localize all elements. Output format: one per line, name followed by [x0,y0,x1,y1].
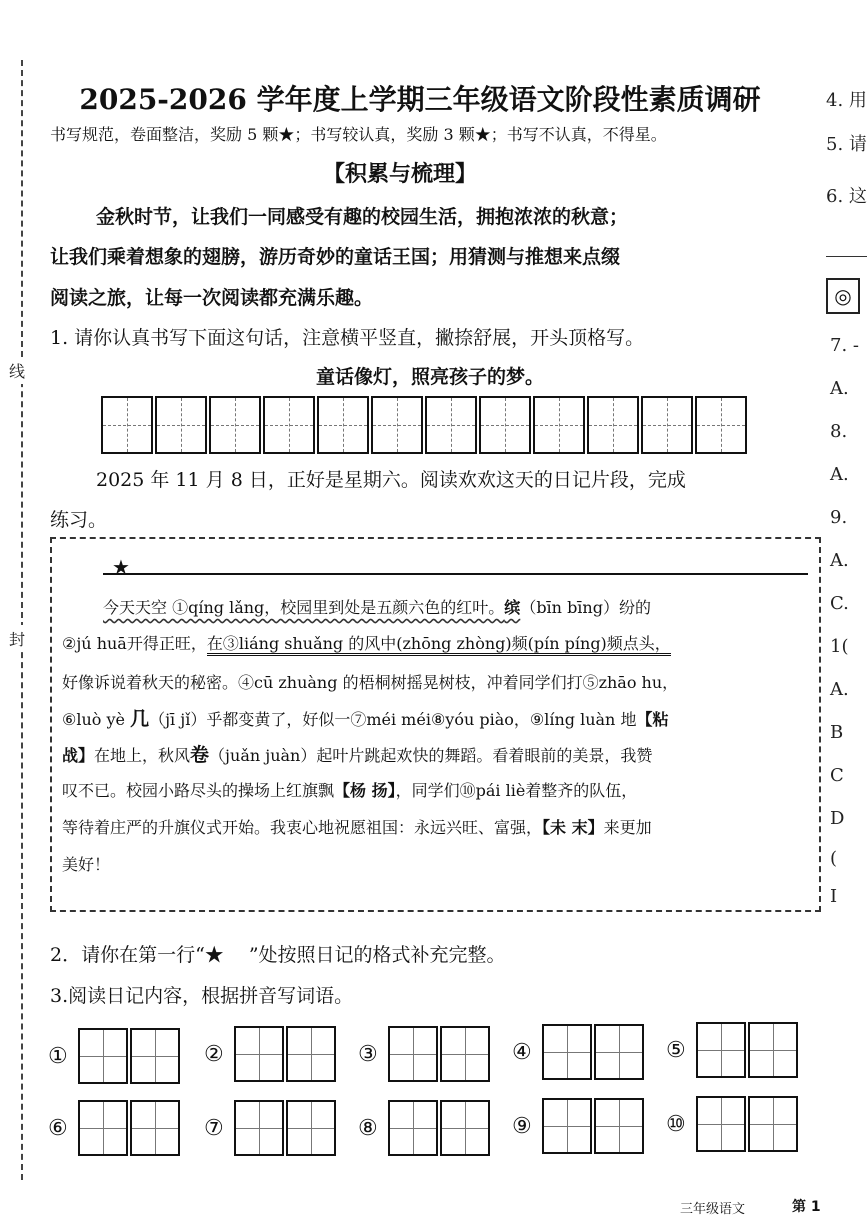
q1-sentence: 童话像灯，照亮孩子的梦。 [315,366,544,388]
answer-group-9 [512,1098,646,1154]
diary-line-1-tail: （bīn bīng）纷的 [520,598,651,617]
answer-label-2: ② [204,1041,224,1067]
answer-label-6: ⑥ [48,1115,68,1141]
answer-group-7 [204,1100,338,1156]
answer-box[interactable] [440,1100,490,1156]
writing-cell[interactable] [533,396,585,454]
writing-cell[interactable] [371,396,423,454]
diary-line-4-head: ⑥luò yè [62,710,131,729]
char-juan: 卷 [190,744,210,766]
answer-label-8: ⑧ [358,1115,378,1141]
answer-box[interactable] [234,1100,284,1156]
binding-char-feng: 封 [9,625,25,652]
answer-box[interactable] [696,1096,746,1152]
intro-line-3: 阅读之旅，让每一次阅读都充满乐趣。 [50,287,374,309]
diary-line-1 [103,600,855,616]
exam-title: 2025-2026 学年度上学期三年级语文阶段性素质调研 [79,83,761,116]
answer-box[interactable] [440,1026,490,1082]
diary-line-7-b: 来更加 [603,818,652,837]
diary-line-6-a: 叹不已。校园小路尽头的操场上红旗飘 [62,781,335,800]
intro-line-1: 金秋时节，让我们一同感受有趣的校园生活，拥抱浓浓的秋意； [96,206,629,228]
answer-box[interactable] [748,1096,798,1152]
footer-page: 第 1 [792,1199,821,1215]
bracket-wei: 【未 末】 [542,818,604,837]
diary-line-6-b: ，同学们⑩pái liè着整齐的队伍， [395,781,638,800]
answer-box[interactable] [286,1026,336,1082]
answer-group-6 [48,1100,182,1156]
writing-cell[interactable] [479,396,531,454]
diary-line-4-mid: （jī jǐ）乎都变黄了，好似一⑦méi méi⑧yóu piào，⑨líng luàn 地 [149,710,637,729]
writing-cell[interactable] [101,396,153,454]
diary-line-2-head: ②jú huā开得正旺， [62,634,207,653]
answer-label-3: ③ [358,1041,378,1067]
answer-label-7: ⑦ [204,1115,224,1141]
section-title: 【积累与梳理】 [322,161,477,187]
answer-box[interactable] [594,1024,644,1080]
answer-box[interactable] [130,1028,180,1084]
q3-prompt: 3.阅读日记内容，根据拼音写词语。 [50,985,354,1007]
star-mark: ★ [112,555,130,579]
answer-group-4 [512,1024,646,1080]
bracket-yang: 【杨 扬】 [334,781,396,800]
writing-cell[interactable] [263,396,315,454]
right-col-target-icon: ◎ [826,278,860,314]
answer-box[interactable] [130,1100,180,1156]
scoring-rule: 书写规范，卷面整洁，奖励 5 颗★；书写较认真，奖励 3 颗★；书写不认真，不得星。 [50,125,667,144]
binding-char-xian: 线 [9,357,25,384]
answer-box[interactable] [748,1022,798,1078]
diary-line-5-b: （juǎn juàn）起叶片跳起欢快的舞蹈。看着眼前的美景，我赞 [209,746,653,765]
intro-line-2: 让我们乘着想象的翅膀，游历奇妙的童话王国；用猜测与推想来点缀 [50,246,621,268]
diary-intro-line-2: 练习。 [50,509,108,531]
q2-prompt: 2．请你在第一行“★ ”处按照日记的格式补充完整。 [50,944,506,966]
char-ji: 几 [130,708,150,730]
answer-group-5 [666,1022,800,1078]
right-col-item: 1( [830,636,849,657]
right-col-rule [826,256,867,257]
bracket-zhan-end: 战】 [62,746,95,765]
answer-box[interactable] [78,1100,128,1156]
right-col-item: C. [830,593,849,614]
answer-label-10: ⑩ [666,1111,686,1137]
writing-cell[interactable] [317,396,369,454]
diary-intro-line-1: 2025 年 11 月 8 日，正好是星期六。阅读欢欢这天的日记片段，完成 [96,469,686,491]
right-col-item: C [830,765,844,786]
writing-cell[interactable] [695,396,747,454]
answer-group-8 [358,1100,492,1156]
q1-prompt: 1. 请你认真书写下面这句话，注意横平竖直，撇捺舒展，开头顶格写。 [50,327,645,349]
diary-line-2-double-underline: 在③liáng shuǎng 的风中(zhōng zhòng)频(pín píng)频点头， [207,634,671,656]
answer-box[interactable] [234,1026,284,1082]
binding-dashed-line [21,60,23,1180]
answer-label-4: ④ [512,1039,532,1065]
right-col-item: I [830,886,838,907]
diary-line-7 [62,820,814,836]
answer-box[interactable] [594,1098,644,1154]
answer-group-2 [204,1026,338,1082]
answer-box[interactable] [542,1024,592,1080]
right-col-item: A. [830,679,849,700]
diary-line-2 [62,636,814,652]
right-col-item: 9. [830,507,848,528]
diary-line-4 [62,710,814,729]
writing-cell[interactable] [155,396,207,454]
bracket-zhan-start: 【粘 [636,710,669,729]
writing-cell[interactable] [425,396,477,454]
answer-box[interactable] [696,1022,746,1078]
answer-label-9: ⑨ [512,1113,532,1139]
right-col-item: B [830,722,844,743]
diary-line-5-a: 在地上，秋风 [94,746,191,765]
writing-cell[interactable] [209,396,261,454]
right-col-item: 8. [830,421,848,442]
right-col-item: ( [830,848,838,869]
diary-line-6 [62,783,814,799]
right-col-item: 6. 这 [826,186,867,207]
diary-header-fill-line[interactable] [103,573,808,575]
right-col-item: 5. 请 [826,134,867,155]
right-col-item: A. [830,378,849,399]
answer-label-5: ⑤ [666,1037,686,1063]
right-col-item: 7. - [830,335,859,356]
diary-line-3: 好像诉说着秋天的秘密。④cū zhuàng 的梧桐树摇晃树枝，冲着同学们打⑤zhāo hu， [62,673,679,692]
writing-cell[interactable] [641,396,693,454]
footer-subject: 三年级语文 [680,1202,746,1217]
answer-box[interactable] [388,1100,438,1156]
answer-group-10 [666,1096,800,1152]
right-col-item: 4. 用 [826,90,867,111]
diary-line-8: 美好！ [62,855,111,874]
answer-box[interactable] [542,1098,592,1154]
right-col-item: D [830,808,845,829]
answer-group-3 [358,1026,492,1082]
diary-line-1-wavy: 今天天空 ①qíng lǎng，校园里到处是五颜六色的红叶。 [103,598,505,617]
q1-writing-grid [101,396,749,454]
answer-box[interactable] [286,1100,336,1156]
answer-label-1: ① [48,1043,68,1069]
right-col-item: A. [830,464,849,485]
right-col-item: A. [830,550,849,571]
diary-line-7-a: 等待着庄严的升旗仪式开始。我衷心地祝愿祖国：永远兴旺、富强， [62,818,543,837]
answer-box[interactable] [78,1028,128,1084]
writing-cell[interactable] [587,396,639,454]
answer-group-1 [48,1028,182,1084]
diary-line-5 [62,746,814,765]
answer-box[interactable] [388,1026,438,1082]
char-bin: 缤 [504,598,521,617]
